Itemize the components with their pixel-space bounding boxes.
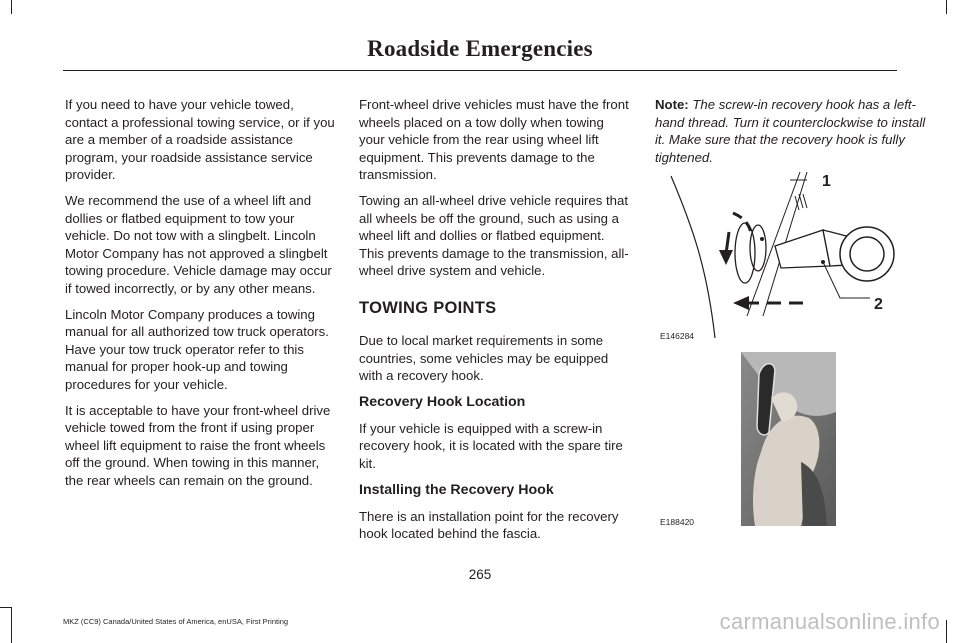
note-text: The screw-in recovery hook has a left-hand thread. Turn it counterclockwise to install it. Make sure that the recovery hook is fully tightened. (655, 97, 926, 165)
paragraph: Towing an all-wheel drive vehicle requires that all wheels be off the ground, such as using a wheel lift and dollies or flatbed equipment. This prevents damage to the transmission, all-wheel drive system and vehicle. (359, 192, 629, 279)
paragraph: Lincoln Motor Company produces a towing manual for all authorized tow truck operators. Have your tow truck operator refer to this manual for proper hook-up and towing procedures for your vehicle. (65, 306, 329, 392)
right-column (655, 96, 928, 174)
recovery-hook-diagram (655, 168, 895, 343)
page-number: 265 (468, 567, 492, 582)
paragraph: It is acceptable to have your front-wheel drive vehicle towed from the front if using proper wheel lift equipment to raise the front wheels off the ground. When towing in this manner, the rear wheels can remain on the ground. (65, 402, 331, 488)
paragraph: Due to local market requirements in some countries, some vehicles may be equipped with a recovery hook. (359, 332, 609, 384)
left-column (65, 96, 338, 497)
insertion-arrowhead (733, 296, 749, 310)
paragraph: If your vehicle is equipped with a screw-in recovery hook, it is located with the spare tire kit. (359, 420, 623, 471)
edition-footer: MKZ (CC9) Canada/United States of America, enUSA, First Printing (63, 617, 289, 626)
crop-mark-bottom-left (11, 607, 12, 643)
rotation-arrowhead (719, 250, 733, 265)
crop-mark-bottom-right (946, 620, 947, 643)
thread-stub (795, 194, 807, 210)
callout-2: 2 (874, 296, 883, 313)
subheading-recovery-hook-location: Recovery Hook Location (359, 393, 526, 410)
header-divider (63, 70, 897, 71)
figure-code-e188420: E188420 (660, 517, 695, 527)
paragraph: If you need to have your vehicle towed, contact a professional towing service, or if you are a member of a roadside assistance program, your roadside assistance service provider. (65, 97, 335, 183)
crop-mark-top-left (11, 0, 12, 14)
figure-code-e146284: E146284 (660, 331, 695, 341)
page-title: Roadside Emergencies (367, 36, 593, 61)
middle-column (359, 96, 632, 551)
paragraph: Front-wheel drive vehicles must have the front wheels placed on a tow dolly when towing your vehicle from the rear using wheel lift equipment. This prevents damage to the transmission. (359, 97, 629, 183)
note (655, 96, 928, 166)
crop-mark-bottom-left-h (0, 607, 12, 608)
subheading-installing-recovery-hook: Installing the Recovery Hook (359, 481, 554, 498)
watermark: carmanualsonline.info (719, 609, 940, 634)
paragraph: We recommend the use of a wheel lift and dollies or flatbed equipment to tow your vehicle. Do not tow with a slingbelt. Lincoln Motor Company has not approved a slingbelt towing procedure. Vehicle damage may occur if towed incorrectly, or by any other means. (65, 192, 332, 296)
fascia-outline (671, 176, 715, 338)
note-label: Note: (655, 97, 689, 112)
socket-ring-inner (750, 225, 766, 271)
recovery-hook-photo (741, 352, 836, 526)
section-heading-towing-points: TOWING POINTS (359, 298, 497, 317)
paragraph: There is an installation point for the recovery hook located behind the fascia. (359, 508, 619, 542)
callout-1: 1 (822, 173, 831, 190)
crop-mark-top-right (946, 0, 947, 14)
hook-eye-inner (850, 237, 884, 271)
